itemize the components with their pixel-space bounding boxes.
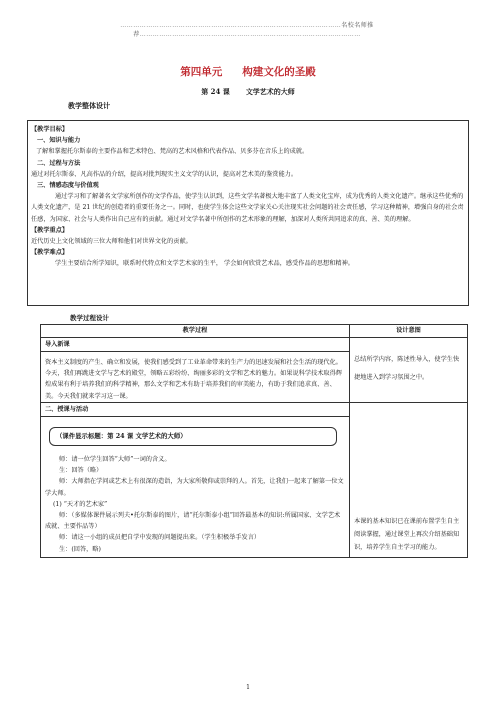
intro-cell: [41, 338, 350, 403]
dialogue-line: 师：大师指在学问或艺术上有很深的造诣，为大家所敬仰或崇拜的人。首先，让我们一起来了解第一位文学大师。: [45, 478, 344, 497]
overall-design-heading: 教学整体设计: [68, 101, 110, 110]
col-header-process: 教学过程: [41, 325, 350, 338]
difficult-points-text: 学生主要结合所学知识，联系时代特点和文学艺术家的生平， 学会如何欣赏艺术品，感受作品的思想和精神。: [55, 260, 354, 268]
activity-intent-text: 本课的基本知识已在课前布置学生自主阅读掌握，通过课堂上再次介绍基础知识，培养学生自主学习的能力。: [354, 517, 460, 551]
difficult-points-heading: 【教学难点】: [31, 249, 69, 257]
knowledge-heading: 一、知识与能力: [37, 137, 81, 145]
unit-label: 第四单元: [180, 66, 223, 78]
key-points-heading: 【教学重点】: [31, 226, 69, 234]
page-title: [0, 64, 496, 79]
attitude-heading: 三、情感态度与价值观: [37, 182, 99, 190]
header-center-text: 名校名师推荐: [133, 22, 374, 38]
process-table: [40, 324, 468, 558]
objectives-box: [27, 120, 469, 306]
lesson-number: 第 24 课: [201, 87, 230, 96]
lesson-topic: 文学艺术的大师: [245, 87, 295, 96]
activity-title: 二、授课与活动: [41, 403, 349, 417]
dialogue-line: 师：请一位学生回答“大师”一词的含义。: [59, 456, 171, 464]
dialogue-line: 生：(回答，略): [59, 545, 101, 553]
dialogue-line: 师：（多媒体课件展示列夫•托尔斯泰的图片，请“托尔斯泰小组”回答最基本的知识:所属国家、文学艺术成就、主要作品等）: [45, 512, 341, 531]
activity-intent-cell: [350, 402, 468, 557]
process-design-heading: 教学过程设计: [70, 314, 109, 322]
intro-title: 导入新课: [41, 338, 349, 352]
intro-text: 资本主义制度的产生、确立和发展，使我们感受到了工业革命带来的生产力的迅速发展和社会生活的现代化。今天，我们再跳进文学与艺术的殿堂，领略五彩纷纷、绚丽多彩的文学和艺术的魅力。如果说科学技术取得辉煌成果有利于培养我们的科学精神，那么文学和艺术有助于培养我们的审美能力，有助于我们追求真、善、美。今天我们就来学习这一课。: [45, 359, 342, 400]
intro-intent-cell: [350, 338, 468, 403]
col-header-intent: 设计意图: [350, 325, 468, 338]
unit-theme: 构建文化的圣殿: [242, 66, 316, 78]
intro-intent-text: 总结所学内容，陈述性导入，使学生快捷地进入到学习氛围之中。: [354, 356, 460, 381]
header-dots-left: …………………………………………………………………………………………: [120, 22, 342, 29]
dialogue-line: 师：请这一小组的成员把自学中发现的问题提出来。（学生积极举手发言）: [59, 534, 261, 542]
table-row: [41, 338, 468, 403]
running-header: [58, 20, 436, 38]
objectives-heading: 【教学目标】: [31, 126, 69, 133]
table-header-row: [41, 325, 468, 338]
table-row: [41, 402, 468, 557]
process-heading: 二、过程与方法: [37, 159, 81, 167]
key-points-text: 近代历史上文化领域的三位大师和他们对世界文化的贡献。: [31, 238, 192, 246]
courseware-callout: （课件显示标题：第 24 课 文学艺术的大师）: [49, 427, 337, 446]
dialogue-line: 生：回答（略）: [59, 467, 103, 475]
process-text: 通过对托尔斯泰、凡高作品的介绍，提高对批判现实主义文学的认识，提高对艺术美的鉴赏能力。: [31, 170, 298, 178]
page-number: 1: [246, 684, 250, 691]
attitude-text: 通过学习和了解著名文学家所创作的文学作品，使学生认识到，这些文学名著极大地丰富了人类文化宝库，成为优秀的人类文化遗产。继承这些优秀的人类文化遗产，是 21 世纪的创造者的重要任务之一。同时，也使学生体会这些文学家关心关注现实社会问题的社会责任感，学习这种精神，增强自身的社会责任感，为国家、社会与人类作出自己应有的贡献。通过对文学名著中所创作的艺术形象的理解，加深对人类所共同追求的真、善、美的理解。: [31, 193, 464, 223]
activity-cell: [41, 402, 350, 557]
dialogue-line: (1) “天才的艺术家”: [53, 500, 108, 508]
lesson-subtitle: [0, 87, 496, 97]
header-dots-right: …………………………………………………………………………………………: [139, 31, 361, 38]
knowledge-text: 了解和掌握托尔斯泰的主要作品和艺术特色、梵高的艺术风格和代表作品、贝多芬在音乐上的成就。: [36, 148, 309, 156]
